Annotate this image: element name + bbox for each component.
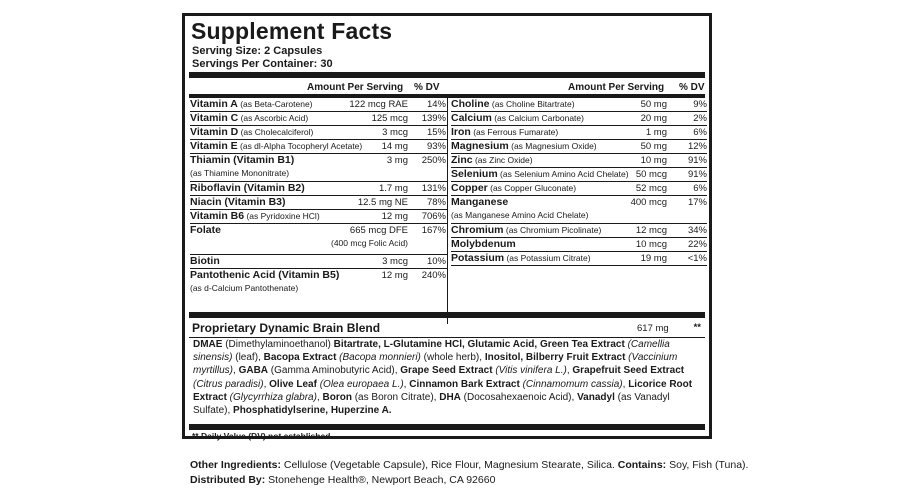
nutrient-dv: 78% (426, 197, 446, 208)
nutrient-row (190, 255, 448, 269)
nutrient-row (451, 126, 707, 140)
nutrient-amount: 3 mcg (382, 256, 408, 267)
nutrient-label (190, 196, 286, 209)
nutrient-amount: 50 mg (640, 99, 667, 110)
nutrient-name: Copper (451, 182, 488, 194)
ingredient-text: DHA (439, 391, 461, 403)
ingredient-text: (Glycyrrhiza glabra) (226, 391, 317, 403)
nutrient-label (451, 98, 575, 111)
nutrient-label (190, 210, 320, 223)
ingredient-text: Bacopa Extract (263, 352, 337, 364)
nutrient-row (190, 210, 448, 224)
ingredient-text: (as Vanadyl Sulfate), (193, 391, 670, 417)
nutrient-row (451, 182, 707, 196)
ingredient-text: Phosphatidylserine, Huperzine A. (233, 405, 392, 417)
nutrients-right-column (451, 98, 707, 266)
nutrient-dv: 91% (687, 169, 707, 180)
nutrient-row (190, 196, 448, 210)
nutrient-source: (as Magnesium Oxide) (508, 141, 597, 151)
nutrient-label (190, 140, 362, 153)
nutrient-source: (as Beta-Carotene) (237, 99, 313, 109)
nutrient-name: Vitamin C (190, 112, 239, 124)
nutrient-source: (as Calcium Carbonate) (491, 113, 584, 123)
distributed-by-text: Stonehenge Health®, Newport Beach, CA 92660 (265, 474, 496, 486)
nutrient-amount: 12 mg (381, 211, 408, 222)
nutrient-label (451, 196, 508, 209)
nutrient-label (190, 224, 221, 237)
nutrient-dv: 9% (693, 99, 707, 110)
nutrient-dv: 93% (426, 141, 446, 152)
nutrient-amount: 10 mcg (635, 239, 667, 250)
nutrient-name: Zinc (451, 154, 473, 166)
nutrient-label (451, 224, 601, 237)
nutrient-dv: 250% (421, 155, 446, 166)
nutrient-dv: 240% (421, 270, 446, 281)
nutrient-dv: <1% (687, 253, 707, 264)
ingredient-text: , (622, 378, 629, 390)
nutrient-label (190, 269, 339, 282)
nutrient-row (190, 112, 448, 126)
ingredient-text: (Vitis vinifera L.) (492, 365, 567, 377)
thick-rule (189, 72, 705, 78)
nutrient-name: Iron (451, 126, 471, 138)
distributed-by-line (190, 474, 495, 486)
nutrient-dv: 17% (687, 197, 707, 208)
nutrient-dv: 6% (693, 183, 707, 194)
nutrient-amount: 665 mcg DFE (349, 225, 408, 236)
contains-text: Soy, Fish (Tuna). (666, 459, 749, 471)
nutrient-label (190, 126, 313, 139)
nutrient-amount: 19 mg (640, 253, 667, 264)
header-dv-left: % DV (414, 82, 440, 93)
nutrient-amount: 125 mcg (371, 113, 408, 124)
nutrient-dv: 91% (687, 155, 707, 166)
nutrient-source: (as Copper Gluconate) (487, 183, 577, 193)
ingredient-text: , (566, 365, 573, 377)
nutrient-name: Manganese (451, 196, 509, 208)
ingredient-text: (Docosahexaenoic Acid), (460, 391, 578, 403)
nutrient-source: (as d-Calcium Pantothenate) (190, 283, 299, 293)
nutrient-label (451, 154, 533, 167)
ingredient-text: Grapefruit Seed Extract (572, 365, 685, 377)
nutrient-dv: 131% (421, 183, 446, 194)
nutrient-row (190, 182, 448, 196)
nutrient-source: (as Ascorbic Acid) (238, 113, 309, 123)
nutrient-name: Niacin (Vitamin B3) (190, 196, 286, 208)
nutrient-amount: 12 mcg (635, 225, 667, 236)
servings-per-container: Servings Per Container: 30 (192, 58, 333, 70)
contains-label: Contains: (617, 459, 667, 471)
nutrient-label (451, 112, 584, 125)
nutrient-row (190, 126, 448, 140)
ingredient-text: , (233, 365, 239, 377)
nutrient-source: (as Thiamine Mononitrate) (190, 168, 290, 178)
nutrient-name: Vitamin B6 (190, 210, 245, 222)
supplement-facts-panel (182, 13, 712, 439)
blend-amount: 617 mg (637, 323, 669, 334)
nutrient-name: Thiamin (Vitamin B1) (190, 154, 295, 166)
nutrients-left-column (190, 98, 448, 296)
nutrient-dv: 139% (421, 113, 446, 124)
nutrient-label (451, 168, 629, 181)
nutrient-amount: 20 mg (640, 113, 667, 124)
nutrient-amount: 52 mcg (635, 183, 667, 194)
nutrient-label (190, 112, 308, 125)
nutrient-label (451, 238, 516, 251)
nutrient-label (451, 126, 558, 139)
nutrient-source: (as Selenium Amino Acid Chelate) (497, 169, 629, 179)
nutrient-source: (as Pyridoxine HCl) (244, 211, 320, 221)
nutrient-row (451, 196, 707, 224)
header-amount-right: Amount Per Serving (568, 82, 665, 93)
nutrient-row (451, 238, 707, 252)
nutrient-name: Riboflavin (Vitamin B2) (190, 182, 305, 194)
nutrient-row (451, 140, 707, 154)
nutrient-dv: 34% (687, 225, 707, 236)
nutrient-source: (as Ferrous Fumarate) (470, 127, 559, 137)
nutrient-label (190, 255, 220, 268)
ingredient-text: , (316, 391, 323, 403)
ingredient-text: GABA (238, 365, 269, 377)
nutrient-name: Magnesium (451, 140, 509, 152)
nutrient-source: (as Potassium Citrate) (504, 253, 591, 263)
header-dv-right: % DV (679, 82, 705, 93)
nutrient-label (190, 154, 294, 167)
nutrient-name: Selenium (451, 168, 498, 180)
other-ingredients-text: Cellulose (Vegetable Capsule), Rice Flour, Magnesium Stearate, Silica. (281, 459, 618, 471)
nutrient-name: Vitamin D (190, 126, 239, 138)
nutrient-amount: 14 mg (381, 141, 408, 152)
ingredient-text: Vanadyl (577, 391, 615, 403)
nutrient-amount: 12 mg (381, 270, 408, 281)
nutrient-label (190, 98, 313, 111)
ingredient-text: (whole herb), (420, 352, 485, 364)
ingredient-text: (Vaccinium myrtillus) (193, 352, 678, 377)
nutrient-row (451, 154, 707, 168)
header-amount-left: Amount Per Serving (307, 82, 404, 93)
nutrient-amount: 1.7 mg (378, 183, 408, 194)
distributed-by-label: Distributed By: (190, 474, 266, 486)
nutrient-dv: 14% (426, 99, 446, 110)
ingredient-text: (Olea europaea L.) (316, 378, 404, 390)
ingredient-text: (Dimethylaminoethanol) (222, 339, 334, 350)
nutrient-name: Vitamin E (190, 140, 238, 152)
nutrient-source: (as Choline Bitartrate) (489, 99, 575, 109)
nutrient-amount: 1 mg (645, 127, 667, 138)
nutrient-source: (as Chromium Picolinate) (503, 225, 602, 235)
nutrient-amount: 3 mg (386, 155, 408, 166)
nutrient-row (190, 269, 448, 296)
nutrient-label (451, 182, 576, 195)
nutrient-dv: 706% (421, 211, 446, 222)
ingredient-text: (leaf), (232, 352, 264, 364)
other-ingredients-line (190, 459, 748, 471)
blend-dv: ** (693, 322, 701, 333)
nutrient-source: (as Cholecalciferol) (238, 127, 314, 137)
nutrient-dv: 2% (693, 113, 707, 124)
ingredient-text: Inositol, Bilberry Fruit Extract (484, 352, 626, 364)
nutrient-name: Vitamin A (190, 98, 238, 110)
dv-footnote: ** Daily Value (DV) not established (192, 431, 331, 441)
blend-top-rule (189, 312, 705, 318)
nutrient-row (190, 98, 448, 112)
nutrient-row (451, 252, 707, 266)
nutrient-amount: 3 mcg (382, 127, 408, 138)
nutrient-source: (as Zinc Oxide) (472, 155, 533, 165)
nutrient-name: Calcium (451, 112, 492, 124)
nutrient-dv: 6% (693, 127, 707, 138)
ingredient-text: DMAE (193, 339, 223, 350)
ingredient-text: (Gamma Aminobutyric Acid), (268, 365, 401, 377)
nutrient-name: Pantothenic Acid (Vitamin B5) (190, 269, 340, 281)
nutrient-name: Potassium (451, 252, 505, 264)
ingredient-text: (Bacopa monnieri) (336, 352, 421, 364)
ingredient-text: Cinnamon Bark Extract (409, 378, 520, 390)
nutrient-dv: 167% (421, 225, 446, 236)
nutrient-name: Molybdenum (451, 238, 516, 250)
nutrient-amount: 50 mg (640, 141, 667, 152)
nutrient-name: Folate (190, 224, 221, 236)
nutrient-source: (as Manganese Amino Acid Chelate) (451, 210, 589, 220)
ingredient-text: Boron (322, 391, 352, 403)
blend-ingredients (193, 338, 698, 417)
nutrient-amount: 12.5 mg NE (357, 197, 408, 208)
blend-name: Proprietary Dynamic Brain Blend (192, 321, 381, 335)
nutrient-row (451, 98, 707, 112)
nutrient-name: Chromium (451, 224, 504, 236)
ingredient-text: Bitartrate, L-Glutamine HCl, Glutamic Acid, Green Tea Extract (333, 339, 625, 350)
ingredient-text: Licorice Root Extract (193, 378, 693, 403)
nutrient-source: (as dl-Alpha Tocopheryl Acetate) (237, 141, 363, 151)
nutrient-dv: 12% (687, 141, 707, 152)
nutrient-name: Biotin (190, 255, 220, 267)
serving-size: Serving Size: 2 Capsules (192, 45, 323, 57)
nutrient-label (190, 182, 305, 195)
other-ingredients-label: Other Ingredients: (190, 459, 282, 471)
nutrient-dv: 22% (687, 239, 707, 250)
ingredient-text: (Cinnamomum cassia) (519, 378, 623, 390)
ingredient-text: (Camellia sinensis) (193, 339, 670, 364)
footnote-rule (189, 424, 705, 430)
nutrient-label (451, 252, 591, 265)
nutrient-row (451, 112, 707, 126)
panel-title: Supplement Facts (191, 18, 393, 44)
ingredient-text: Olive Leaf (269, 378, 317, 390)
ingredient-text: Grape Seed Extract (400, 365, 493, 377)
nutrient-amount: 50 mcg (635, 169, 667, 180)
nutrient-amount: 122 mcg RAE (349, 99, 408, 110)
nutrient-amount: 10 mg (640, 155, 667, 166)
nutrient-name: Choline (451, 98, 490, 110)
ingredient-text: , (403, 378, 410, 390)
nutrient-amount: 400 mcg (630, 197, 667, 208)
ingredient-text: , (263, 378, 270, 390)
nutrient-dv: 15% (426, 127, 446, 138)
nutrient-dv: 10% (426, 256, 446, 267)
nutrient-row (190, 140, 448, 154)
ingredient-text: (as Boron Citrate), (351, 391, 440, 403)
nutrient-row (451, 224, 707, 238)
nutrient-row (190, 224, 448, 255)
nutrient-row (451, 168, 707, 182)
column-divider (447, 98, 448, 324)
nutrient-row (190, 154, 448, 182)
nutrient-amount-detail: (400 mcg Folic Acid) (331, 238, 408, 248)
ingredient-text: (Citrus paradisi) (193, 378, 264, 390)
nutrient-label (451, 140, 597, 153)
